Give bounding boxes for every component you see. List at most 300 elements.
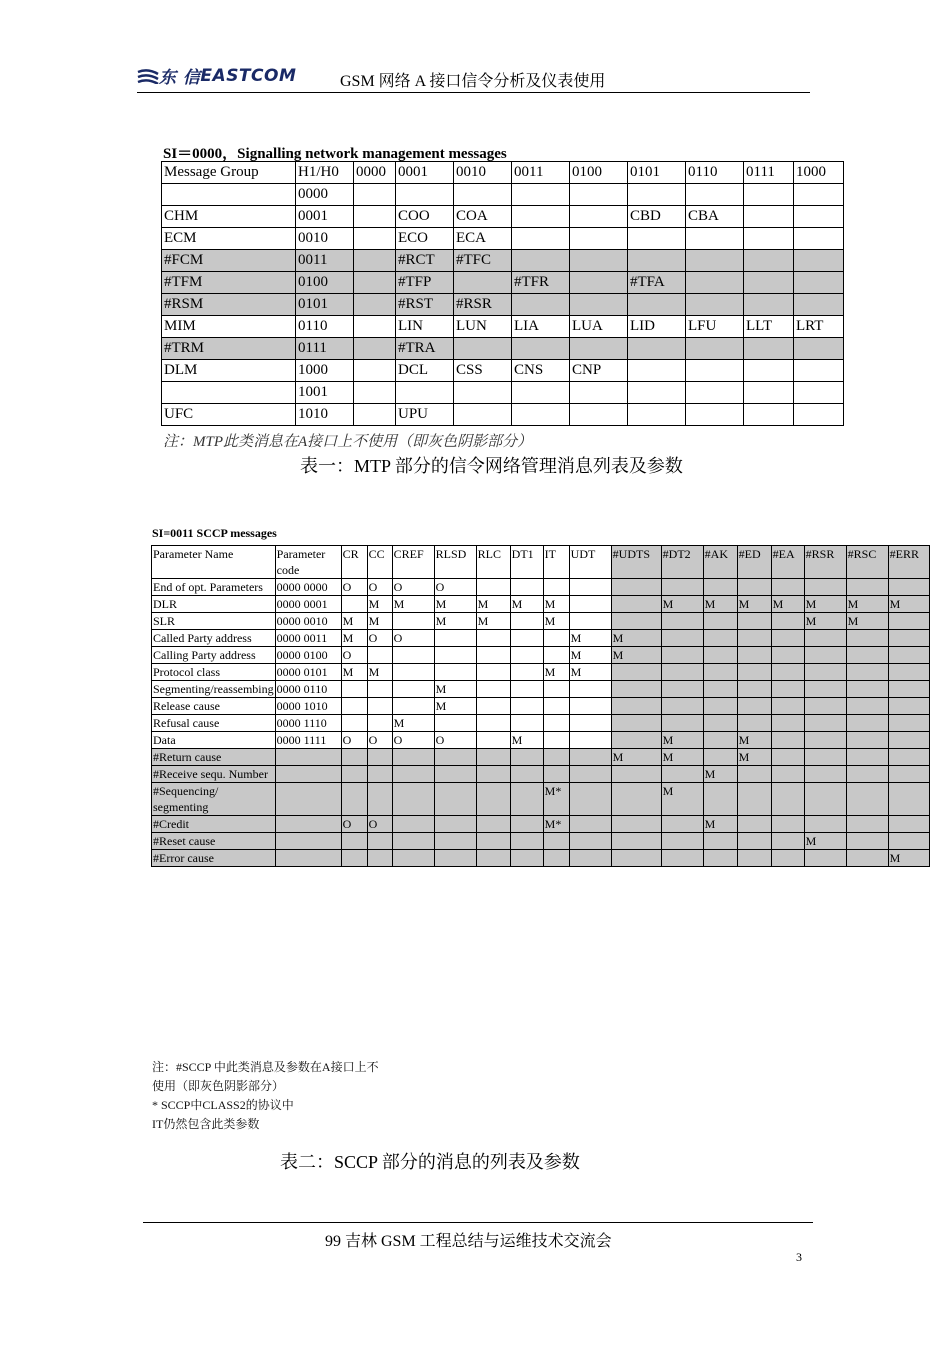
table-cell: O: [367, 732, 392, 749]
table-cell: [162, 382, 296, 404]
table-cell: M: [367, 664, 392, 681]
table-cell: [804, 850, 846, 867]
parameter-code-cell: [275, 749, 341, 766]
table-cell: [744, 404, 794, 426]
column-header: Parameter Name: [152, 546, 276, 579]
parameter-code-cell: [275, 816, 341, 833]
table-cell: [570, 184, 628, 206]
table-cell: [737, 647, 771, 664]
table-cell: [661, 850, 703, 867]
table-cell: [846, 766, 888, 783]
table-cell: M: [434, 596, 476, 613]
parameter-name-cell: #Sequencing/ segmenting: [152, 783, 276, 816]
table-header-row: [162, 162, 844, 184]
table-cell: [888, 783, 929, 816]
column-header: 0011: [512, 162, 570, 184]
table-cell: [569, 749, 611, 766]
parameter-name-cell: Protocol class: [152, 664, 276, 681]
table-cell: 1000: [296, 360, 354, 382]
table-cell: [703, 715, 737, 732]
table-cell: [737, 630, 771, 647]
table-header-row: [152, 546, 930, 579]
table-cell: [703, 749, 737, 766]
table-row: [152, 647, 930, 664]
table-cell: [771, 850, 804, 867]
table-cell: [737, 613, 771, 630]
parameter-code-cell: 0000 0000: [275, 579, 341, 596]
table-cell: #TRM: [162, 338, 296, 360]
table-cell: [628, 404, 686, 426]
table-cell: [354, 184, 396, 206]
table-cell: [476, 698, 510, 715]
table-cell: [543, 850, 569, 867]
column-header: 0001: [396, 162, 454, 184]
table-cell: M: [804, 833, 846, 850]
table-cell: [392, 816, 434, 833]
table-cell: [888, 664, 929, 681]
parameter-code-cell: 0000 0101: [275, 664, 341, 681]
table-cell: [367, 749, 392, 766]
table-cell: [570, 228, 628, 250]
table-cell: O: [341, 816, 367, 833]
column-header: 0010: [454, 162, 512, 184]
table-cell: M: [569, 664, 611, 681]
table-cell: MIM: [162, 316, 296, 338]
table-cell: 0011: [296, 250, 354, 272]
column-header: UDT: [569, 546, 611, 579]
table-cell: [771, 630, 804, 647]
table-cell: [476, 681, 510, 698]
table-cell: [771, 715, 804, 732]
table-cell: [846, 732, 888, 749]
table-cell: [628, 338, 686, 360]
table-cell: [512, 250, 570, 272]
table-cell: 1010: [296, 404, 354, 426]
table-cell: [341, 715, 367, 732]
table-cell: LID: [628, 316, 686, 338]
table-row: [152, 596, 930, 613]
table-cell: [543, 579, 569, 596]
table-cell: [341, 766, 367, 783]
table-cell: #TFA: [628, 272, 686, 294]
table-cell: [476, 647, 510, 664]
table-cell: [686, 360, 744, 382]
table-cell: [611, 579, 661, 596]
table-cell: [392, 664, 434, 681]
table-cell: [510, 698, 543, 715]
table-cell: [569, 596, 611, 613]
table-cell: [510, 630, 543, 647]
table-cell: [686, 382, 744, 404]
table-cell: [392, 766, 434, 783]
table-cell: [771, 613, 804, 630]
table-cell: [512, 228, 570, 250]
table-cell: [744, 206, 794, 228]
table-cell: [396, 382, 454, 404]
table-cell: [510, 579, 543, 596]
table-cell: M: [434, 613, 476, 630]
table-cell: [686, 184, 744, 206]
parameter-code-cell: 0000 0100: [275, 647, 341, 664]
table-cell: O: [434, 579, 476, 596]
table-cell: [703, 732, 737, 749]
column-header: 0100: [570, 162, 628, 184]
table-cell: [569, 715, 611, 732]
table-cell: O: [341, 647, 367, 664]
table-cell: [888, 766, 929, 783]
parameter-name-cell: #Receive sequ. Number: [152, 766, 276, 783]
table-cell: M: [392, 596, 434, 613]
table-cell: [846, 698, 888, 715]
table-cell: [570, 404, 628, 426]
table-cell: [367, 850, 392, 867]
table-cell: M: [543, 664, 569, 681]
table-cell: [846, 715, 888, 732]
table-cell: [611, 698, 661, 715]
table-cell: [354, 250, 396, 272]
table-cell: #RST: [396, 294, 454, 316]
table-cell: [354, 294, 396, 316]
table-cell: [846, 579, 888, 596]
table-cell: COA: [454, 206, 512, 228]
table-cell: [804, 766, 846, 783]
table-cell: [367, 766, 392, 783]
table-cell: [354, 206, 396, 228]
table-row: [152, 613, 930, 630]
table-cell: [392, 833, 434, 850]
table-cell: [611, 850, 661, 867]
parameter-name-cell: Called Party address: [152, 630, 276, 647]
table-cell: [570, 338, 628, 360]
column-header: 0110: [686, 162, 744, 184]
parameter-code-cell: 0000 0110: [275, 681, 341, 698]
table-cell: [392, 783, 434, 816]
mtp-table-heading: SI＝0000，Signalling network management messages: [163, 146, 507, 162]
table-cell: [888, 816, 929, 833]
table-cell: [341, 749, 367, 766]
table-cell: [354, 404, 396, 426]
table-cell: ECO: [396, 228, 454, 250]
table-cell: [569, 698, 611, 715]
column-header: DT1: [510, 546, 543, 579]
table-cell: [476, 715, 510, 732]
table-cell: LUA: [570, 316, 628, 338]
parameter-name-cell: End of opt. Parameters: [152, 579, 276, 596]
parameter-code-cell: 0000 1010: [275, 698, 341, 715]
table-cell: [569, 783, 611, 816]
table-cell: 0001: [296, 206, 354, 228]
parameter-code-cell: 0000 0010: [275, 613, 341, 630]
table-cell: [737, 664, 771, 681]
table-cell: [737, 850, 771, 867]
table-cell: M: [611, 749, 661, 766]
table-cell: 0101: [296, 294, 354, 316]
table-cell: [569, 579, 611, 596]
table-cell: [744, 382, 794, 404]
table-cell: [888, 613, 929, 630]
table-row: [152, 681, 930, 698]
table-cell: COO: [396, 206, 454, 228]
table-cell: [392, 613, 434, 630]
table-cell: #TFC: [454, 250, 512, 272]
table-cell: [771, 816, 804, 833]
table-cell: [794, 272, 844, 294]
table-cell: [888, 833, 929, 850]
table-cell: M: [771, 596, 804, 613]
table-cell: CNP: [570, 360, 628, 382]
sccp-table-caption: 表二：SCCP 部分的消息的列表及参数: [280, 1152, 580, 1172]
table-cell: [611, 596, 661, 613]
table-cell: [434, 783, 476, 816]
table-row: [152, 850, 930, 867]
table-cell: [804, 630, 846, 647]
table-row: [162, 272, 844, 294]
table-row: [152, 664, 930, 681]
table-cell: [476, 816, 510, 833]
table-cell: UFC: [162, 404, 296, 426]
table-cell: [476, 749, 510, 766]
table-cell: [686, 294, 744, 316]
parameter-name-cell: Segmenting/reassembing: [153, 682, 274, 696]
table-cell: #TFP: [396, 272, 454, 294]
table-cell: LIA: [512, 316, 570, 338]
table-cell: [510, 681, 543, 698]
table-cell: O: [367, 579, 392, 596]
table-cell: DCL: [396, 360, 454, 382]
table-cell: M: [737, 732, 771, 749]
table-cell: [846, 833, 888, 850]
table-cell: [569, 816, 611, 833]
table-cell: [628, 228, 686, 250]
parameter-name-cell: #Return cause: [152, 749, 276, 766]
mtp-table-caption: 表一：MTP 部分的信令网络管理消息列表及参数: [300, 456, 683, 476]
table-cell: [611, 613, 661, 630]
table-cell: [888, 732, 929, 749]
sccp-note-line: * SCCP中CLASS2的协议中: [152, 1098, 294, 1112]
table-cell: M: [434, 681, 476, 698]
table-cell: [794, 360, 844, 382]
table-cell: #FCM: [162, 250, 296, 272]
table-cell: LLT: [744, 316, 794, 338]
table-cell: M: [367, 596, 392, 613]
mtp-table-note: 注：MTP此类消息在A接口上不使用（即灰色阴影部分）: [163, 434, 533, 450]
table-cell: [771, 749, 804, 766]
table-row: [152, 715, 930, 732]
table-cell: [543, 833, 569, 850]
table-cell: [512, 206, 570, 228]
company-logo: [137, 63, 296, 88]
table-cell: [434, 715, 476, 732]
sccp-note-line: 注：#SCCP 中此类消息及参数在A接口上不: [152, 1060, 379, 1074]
table-cell: [661, 715, 703, 732]
table-cell: #TFR: [512, 272, 570, 294]
table-cell: [434, 850, 476, 867]
table-cell: [367, 833, 392, 850]
table-cell: [569, 833, 611, 850]
table-cell: [510, 783, 543, 816]
table-cell: M: [476, 596, 510, 613]
table-cell: [744, 272, 794, 294]
table-cell: [569, 850, 611, 867]
table-cell: O: [341, 732, 367, 749]
table-cell: [703, 783, 737, 816]
table-cell: [434, 630, 476, 647]
table-cell: [888, 647, 929, 664]
column-header: #EA: [771, 546, 804, 579]
column-header: CREF: [392, 546, 434, 579]
table-cell: [804, 698, 846, 715]
table-cell: [476, 579, 510, 596]
table-cell: M: [392, 715, 434, 732]
table-cell: [686, 404, 744, 426]
page-number: 3: [796, 1250, 802, 1264]
table-cell: [628, 360, 686, 382]
parameter-code-cell: 0000 1110: [275, 715, 341, 732]
table-cell: [392, 850, 434, 867]
table-cell: [744, 338, 794, 360]
table-cell: M: [569, 630, 611, 647]
table-cell: [888, 579, 929, 596]
table-cell: [737, 766, 771, 783]
table-row: [152, 698, 930, 715]
table-cell: [804, 664, 846, 681]
table-cell: [794, 250, 844, 272]
column-header: #DT2: [661, 546, 703, 579]
parameter-code-cell: 0000 0001: [275, 596, 341, 613]
page-footer-text: 99 吉林 GSM 工程总结与运维技术交流会: [325, 1233, 612, 1250]
table-cell: M: [661, 732, 703, 749]
table-cell: [703, 647, 737, 664]
table-cell: [543, 681, 569, 698]
table-cell: [744, 294, 794, 316]
table-cell: M: [888, 596, 929, 613]
table-row: [162, 228, 844, 250]
table-cell: [476, 630, 510, 647]
table-cell: M: [661, 596, 703, 613]
table-cell: [611, 732, 661, 749]
table-cell: O: [392, 630, 434, 647]
table-cell: [686, 338, 744, 360]
table-cell: [846, 647, 888, 664]
table-cell: O: [367, 630, 392, 647]
parameter-name-cell: SLR: [152, 613, 276, 630]
table-cell: [703, 630, 737, 647]
table-cell: LFU: [686, 316, 744, 338]
header-divider: [137, 92, 810, 93]
table-cell: [354, 382, 396, 404]
table-cell: M*: [543, 816, 569, 833]
table-cell: [804, 783, 846, 816]
column-header: RLC: [476, 546, 510, 579]
table-cell: [804, 732, 846, 749]
table-cell: [611, 681, 661, 698]
table-cell: [611, 833, 661, 850]
parameter-name-cell: Data: [152, 732, 276, 749]
column-header: 0000: [354, 162, 396, 184]
table-row: [162, 294, 844, 316]
table-cell: [341, 850, 367, 867]
table-cell: [396, 184, 454, 206]
table-cell: M: [804, 596, 846, 613]
table-cell: [512, 382, 570, 404]
table-cell: [703, 833, 737, 850]
table-cell: [737, 783, 771, 816]
table-cell: [846, 816, 888, 833]
table-cell: [454, 184, 512, 206]
table-cell: 0010: [296, 228, 354, 250]
table-cell: [661, 613, 703, 630]
table-cell: [794, 382, 844, 404]
table-cell: [367, 698, 392, 715]
table-cell: [804, 647, 846, 664]
table-cell: [543, 766, 569, 783]
table-cell: [794, 338, 844, 360]
table-cell: [510, 664, 543, 681]
table-row: [152, 630, 930, 647]
table-cell: O: [341, 579, 367, 596]
table-cell: [661, 698, 703, 715]
table-cell: [510, 613, 543, 630]
table-cell: [888, 749, 929, 766]
table-cell: [703, 681, 737, 698]
table-cell: [611, 766, 661, 783]
table-row: [162, 316, 844, 338]
table-cell: [703, 850, 737, 867]
table-row: [162, 338, 844, 360]
table-cell: [703, 613, 737, 630]
table-cell: [686, 250, 744, 272]
table-cell: [744, 250, 794, 272]
table-cell: M: [341, 664, 367, 681]
table-cell: [392, 647, 434, 664]
table-cell: M: [341, 630, 367, 647]
table-cell: [341, 681, 367, 698]
table-cell: [341, 783, 367, 816]
parameter-name-cell: Refusal cause: [152, 715, 276, 732]
table-cell: [570, 382, 628, 404]
table-cell: [543, 749, 569, 766]
table-cell: M: [703, 596, 737, 613]
table-cell: [611, 816, 661, 833]
table-cell: [737, 698, 771, 715]
table-cell: #RSM: [162, 294, 296, 316]
table-cell: [434, 766, 476, 783]
table-cell: [392, 681, 434, 698]
table-cell: [476, 833, 510, 850]
table-cell: [476, 732, 510, 749]
table-cell: O: [434, 732, 476, 749]
table-cell: [512, 294, 570, 316]
table-cell: [570, 272, 628, 294]
table-cell: [846, 850, 888, 867]
sccp-table-notes: [152, 1058, 379, 1134]
parameter-code-cell: [275, 833, 341, 850]
table-cell: [846, 664, 888, 681]
table-cell: O: [392, 732, 434, 749]
table-cell: M: [737, 596, 771, 613]
table-cell: M: [543, 613, 569, 630]
table-cell: [434, 664, 476, 681]
table-cell: [804, 749, 846, 766]
table-cell: [543, 647, 569, 664]
table-cell: [570, 206, 628, 228]
parameter-name-cell: Release cause: [152, 698, 276, 715]
table-cell: [476, 783, 510, 816]
table-row: [152, 833, 930, 850]
table-cell: M: [367, 613, 392, 630]
table-cell: [744, 360, 794, 382]
table-cell: [846, 749, 888, 766]
